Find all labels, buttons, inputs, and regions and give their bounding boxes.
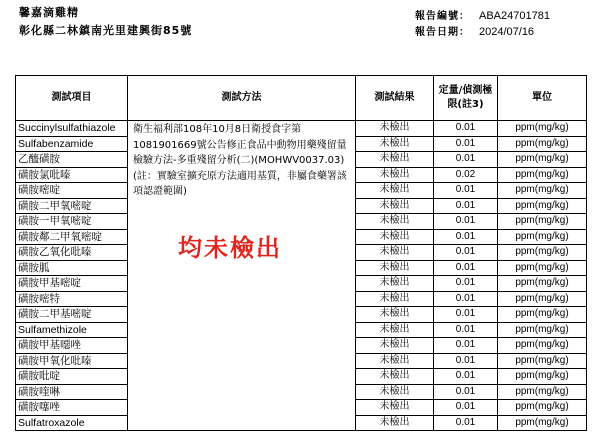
unit: ppm(mg/kg) xyxy=(498,121,587,137)
header-item: 測試項目 xyxy=(16,76,128,121)
unit: ppm(mg/kg) xyxy=(498,152,587,168)
test-method-cell xyxy=(128,121,356,431)
report-date-label: 報告日期： xyxy=(415,27,470,38)
unit: ppm(mg/kg) xyxy=(498,415,587,431)
detection-limit: 0.01 xyxy=(434,400,498,416)
test-item: 磺胺甲基嘧啶 xyxy=(16,276,128,292)
detection-limit: 0.01 xyxy=(434,198,498,214)
detection-limit: 0.01 xyxy=(434,152,498,168)
unit: ppm(mg/kg) xyxy=(498,167,587,183)
test-result: 未檢出 xyxy=(356,245,434,261)
report-number-value: ABA24701781 xyxy=(479,10,550,22)
unit: ppm(mg/kg) xyxy=(498,400,587,416)
test-item: Sulfatroxazole xyxy=(16,415,128,431)
results-table xyxy=(15,75,587,431)
test-result: 未檢出 xyxy=(356,338,434,354)
table-header-row xyxy=(16,76,587,121)
test-item: 磺胺氯吡嗪 xyxy=(16,167,128,183)
unit: ppm(mg/kg) xyxy=(498,291,587,307)
unit: ppm(mg/kg) xyxy=(498,229,587,245)
test-item: 磺胺嘧特 xyxy=(16,291,128,307)
detection-limit: 0.01 xyxy=(434,276,498,292)
test-result: 未檢出 xyxy=(356,167,434,183)
test-item: 磺胺鄰二甲氧嘧啶 xyxy=(16,229,128,245)
test-item: 磺胺喹啉 xyxy=(16,384,128,400)
test-result: 未檢出 xyxy=(356,121,434,137)
report-date-value: 2024/07/16 xyxy=(479,26,535,38)
test-item: 磺胺甲氧化吡嗪 xyxy=(16,353,128,369)
detection-limit: 0.01 xyxy=(434,353,498,369)
report-date xyxy=(415,23,534,38)
test-result: 未檢出 xyxy=(356,353,434,369)
test-item: 磺胺乙氧化吡嗪 xyxy=(16,245,128,261)
unit: ppm(mg/kg) xyxy=(498,307,587,323)
test-item: Sulfabenzamide xyxy=(16,136,128,152)
unit: ppm(mg/kg) xyxy=(498,384,587,400)
test-result: 未檢出 xyxy=(356,369,434,385)
test-item: 磺胺一甲氧嘧啶 xyxy=(16,214,128,230)
test-result: 未檢出 xyxy=(356,276,434,292)
unit: ppm(mg/kg) xyxy=(498,276,587,292)
test-result: 未檢出 xyxy=(356,384,434,400)
client-address: 彰化縣二林鎮南光里建興街85號 xyxy=(19,24,193,37)
detection-limit: 0.01 xyxy=(434,322,498,338)
detection-limit: 0.01 xyxy=(434,121,498,137)
detection-limit: 0.01 xyxy=(434,338,498,354)
test-result: 未檢出 xyxy=(356,183,434,199)
unit: ppm(mg/kg) xyxy=(498,353,587,369)
unit: ppm(mg/kg) xyxy=(498,136,587,152)
test-result: 未檢出 xyxy=(356,260,434,276)
detection-limit: 0.01 xyxy=(434,260,498,276)
test-item: Succinylsulfathiazole xyxy=(16,121,128,137)
detection-limit: 0.01 xyxy=(434,291,498,307)
test-item: 磺胺甲基噁唑 xyxy=(16,338,128,354)
header-unit: 單位 xyxy=(498,76,587,121)
table-row xyxy=(16,121,587,137)
header-loq: 定量/偵測極限(註3) xyxy=(434,76,498,121)
detection-limit: 0.01 xyxy=(434,415,498,431)
client-name: 馨嘉滴雞精 xyxy=(19,6,79,19)
unit: ppm(mg/kg) xyxy=(498,369,587,385)
unit: ppm(mg/kg) xyxy=(498,322,587,338)
test-item: 磺胺二甲氧嘧啶 xyxy=(16,198,128,214)
test-item: 磺胺嘧啶 xyxy=(16,183,128,199)
unit: ppm(mg/kg) xyxy=(498,260,587,276)
detection-limit: 0.01 xyxy=(434,214,498,230)
test-result: 未檢出 xyxy=(356,214,434,230)
test-item: 乙醯磺胺 xyxy=(16,152,128,168)
report-number-label: 報告編號： xyxy=(415,11,470,22)
unit: ppm(mg/kg) xyxy=(498,338,587,354)
report-number xyxy=(415,7,550,22)
table-body xyxy=(16,121,587,431)
detection-limit: 0.01 xyxy=(434,369,498,385)
test-result: 未檢出 xyxy=(356,152,434,168)
detection-limit: 0.01 xyxy=(434,307,498,323)
header-method: 測試方法 xyxy=(128,76,356,121)
test-item: 磺胺噻唑 xyxy=(16,400,128,416)
test-result: 未檢出 xyxy=(356,229,434,245)
result-stamp: 均未檢出 xyxy=(178,234,282,262)
test-result: 未檢出 xyxy=(356,307,434,323)
test-item: Sulfamethizole xyxy=(16,322,128,338)
detection-limit: 0.01 xyxy=(434,245,498,261)
unit: ppm(mg/kg) xyxy=(498,214,587,230)
detection-limit: 0.01 xyxy=(434,183,498,199)
test-result: 未檢出 xyxy=(356,400,434,416)
detection-limit: 0.01 xyxy=(434,384,498,400)
test-method-text: 衛生福利部108年10月8日衛授食字第1081901669號公告修正食品中動物用藥殘留量檢驗方法-多重殘留分析(二)(MOHWV0037.03)(註：實驗室擴充原方法適用基質，非屬食藥署該項認證範圍) xyxy=(133,124,347,197)
detection-limit: 0.02 xyxy=(434,167,498,183)
test-result: 未檢出 xyxy=(356,198,434,214)
test-result: 未檢出 xyxy=(356,291,434,307)
test-item: 磺胺吡啶 xyxy=(16,369,128,385)
test-result: 未檢出 xyxy=(356,136,434,152)
unit: ppm(mg/kg) xyxy=(498,245,587,261)
header-result: 測試結果 xyxy=(356,76,434,121)
test-item: 磺胺二甲基嘧啶 xyxy=(16,307,128,323)
test-item: 磺胺胍 xyxy=(16,260,128,276)
unit: ppm(mg/kg) xyxy=(498,183,587,199)
test-result: 未檢出 xyxy=(356,322,434,338)
detection-limit: 0.01 xyxy=(434,136,498,152)
test-result: 未檢出 xyxy=(356,415,434,431)
detection-limit: 0.01 xyxy=(434,229,498,245)
unit: ppm(mg/kg) xyxy=(498,198,587,214)
